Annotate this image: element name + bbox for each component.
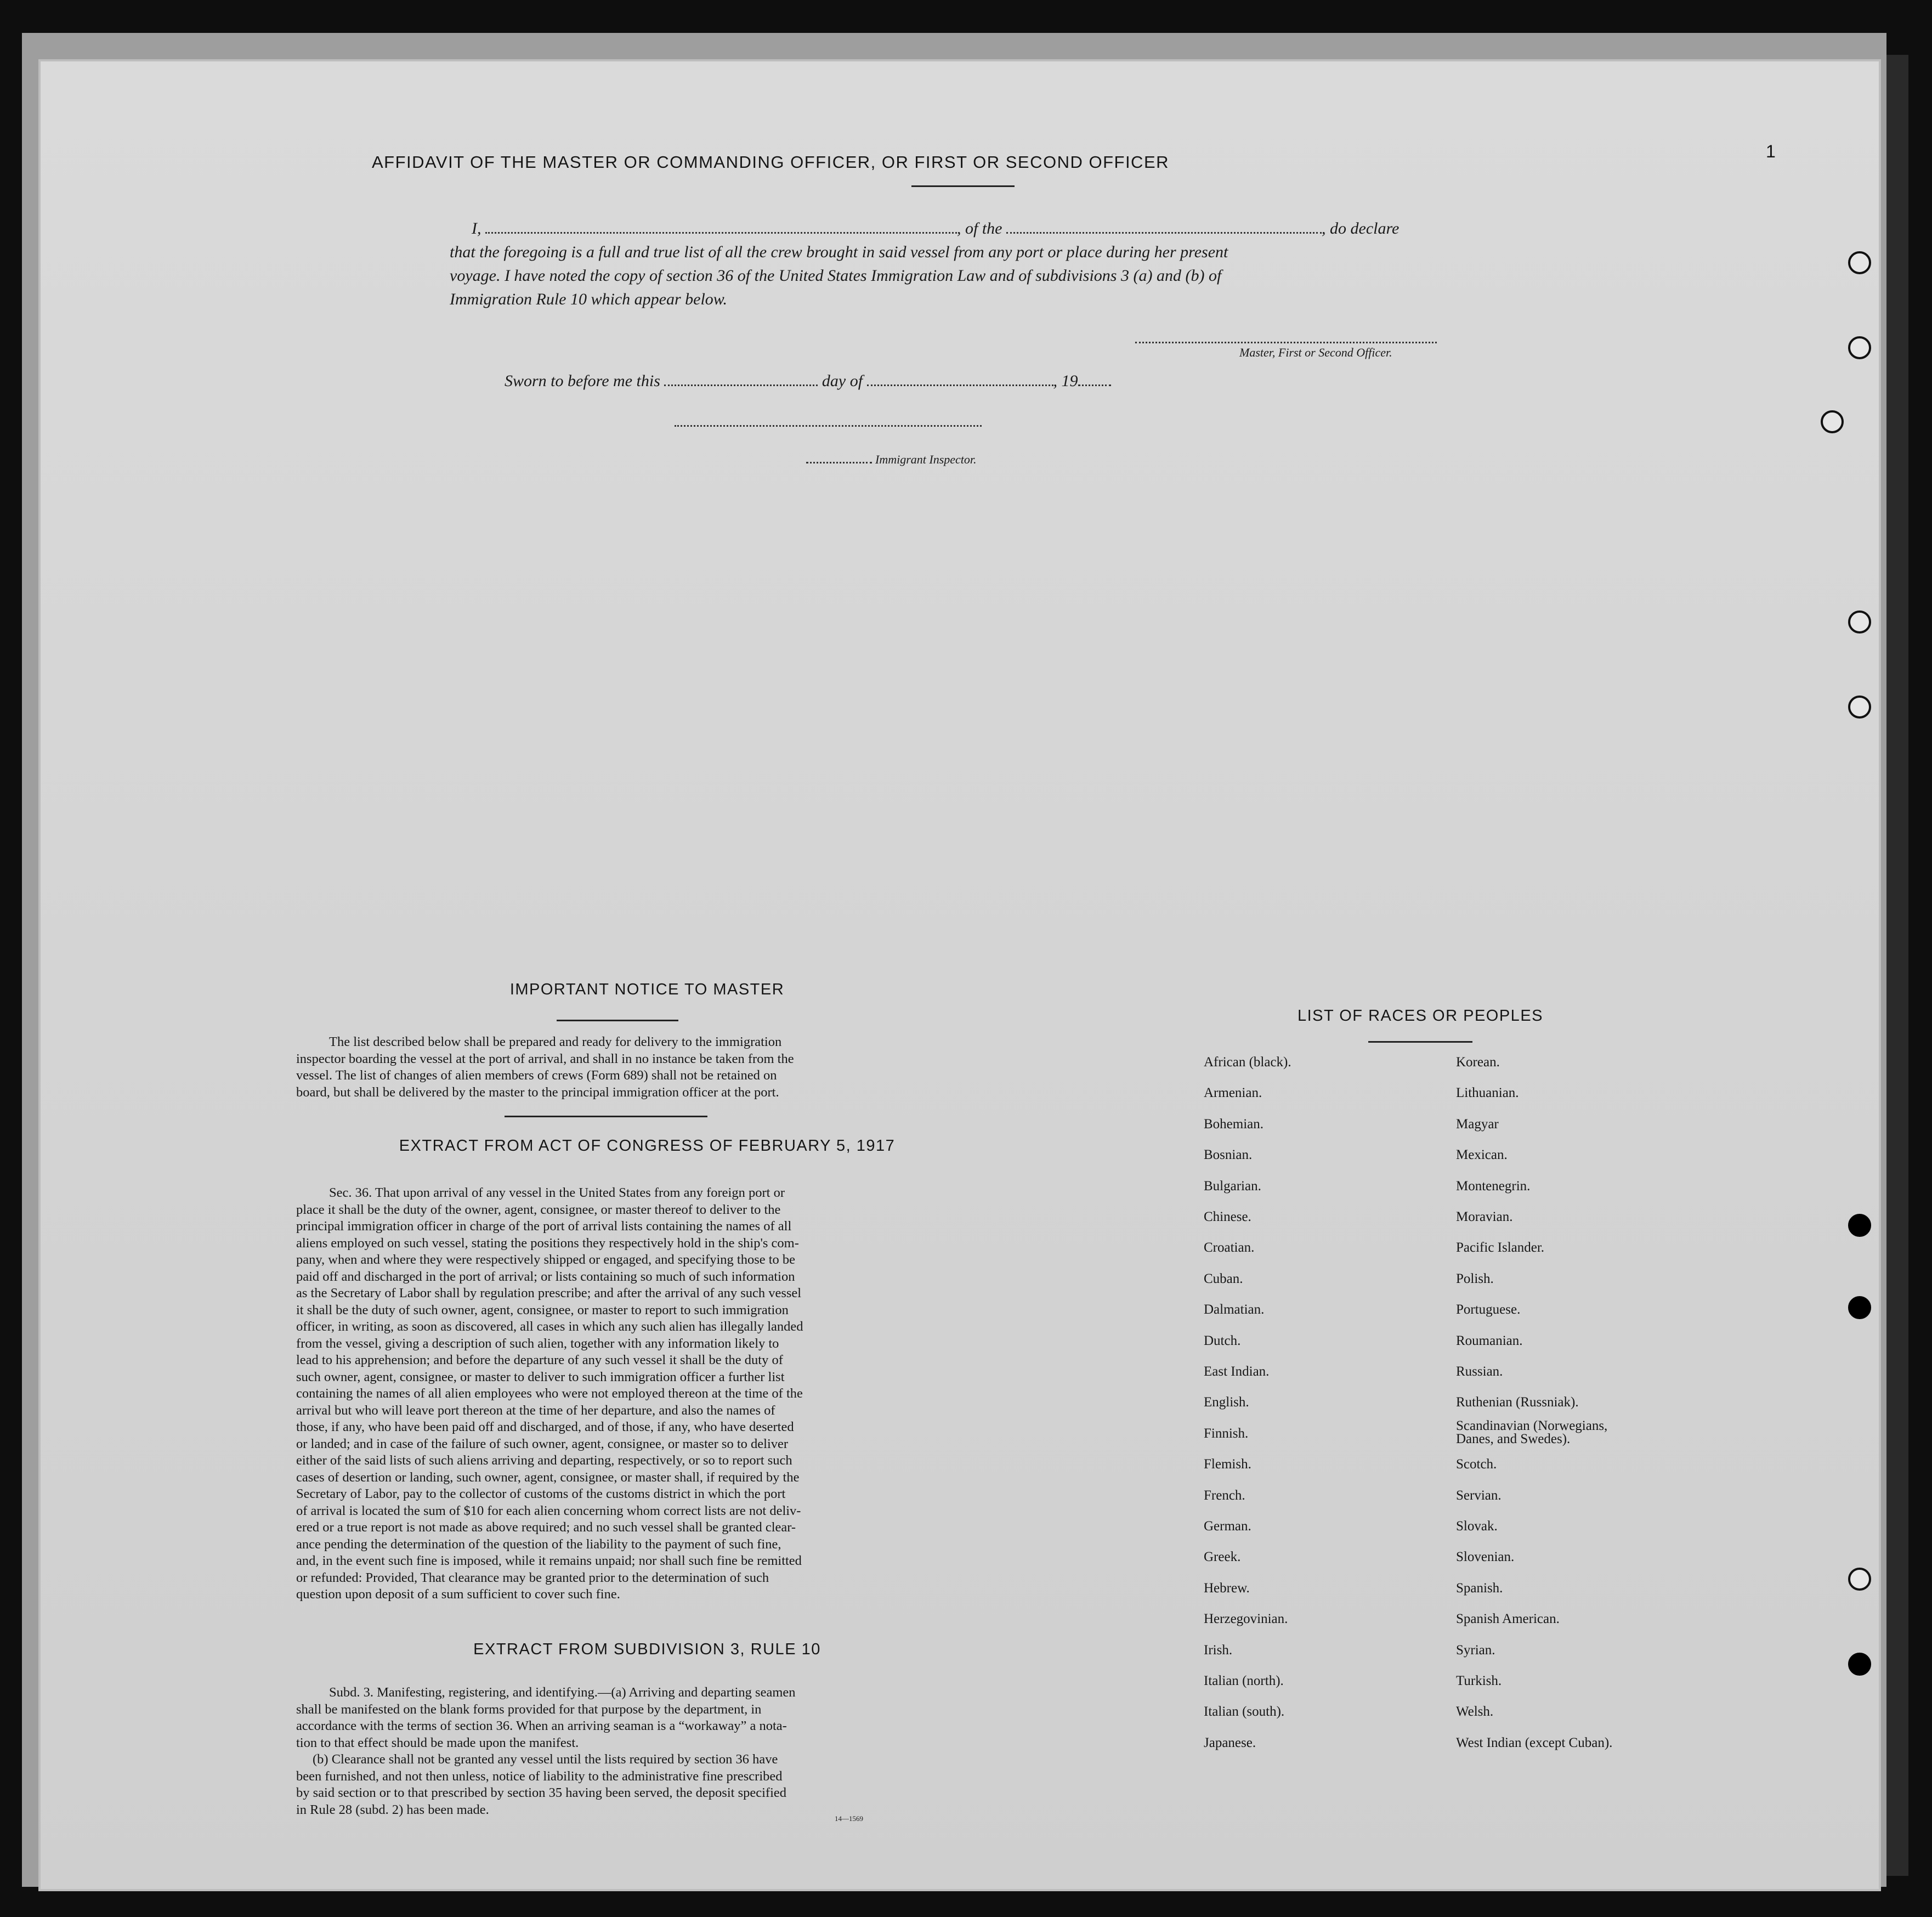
binder-hole [1821,410,1844,433]
act-line: either of the said lists of such aliens arriving and departing, respectively, or so to report such [296,1453,792,1468]
act-extract-title: EXTRACT FROM ACT OF CONGRESS OF FEBRUARY 5, 1917 [399,1137,896,1155]
race-item: Servian. [1456,1488,1502,1503]
races-list [1204,1055,1697,1823]
act-line: as the Secretary of Labor shall by regulation prescribe; and after the arrival of any such vessel [296,1286,802,1300]
binder-hole [1848,1568,1871,1591]
affidavit-line-4: Immigration Rule 10 which appear below. [450,290,728,308]
act-line: from the vessel, giving a description of such alien, together with any information likely to [296,1336,779,1351]
form-code: 14—1569 [835,1814,863,1823]
race-item: Bosnian. [1204,1147,1253,1163]
rule-extract-title: EXTRACT FROM SUBDIVISION 3, RULE 10 [473,1641,821,1658]
act-line: Secretary of Labor, pay to the collector of customs of the customs district in which the port [296,1486,786,1501]
act-line: ance pending the determination of the question of the liability to the payment of such fine, [296,1536,781,1552]
act-line: paid off and discharged in the port of arrival; or lists containing so much of such information [296,1269,795,1284]
document-page [38,59,1881,1891]
inspector-signature-line[interactable] [675,425,982,427]
rule-line: tion to that effect should be made upon the manifest. [296,1735,579,1750]
race-item: Bohemian. [1204,1116,1264,1132]
affidavit-line-1 [472,217,1399,240]
notice-body [296,1034,954,1101]
act-line: or refunded: Provided, That clearance may be granted prior to the determination of such [296,1570,769,1585]
race-item: African (black). [1204,1055,1291,1070]
race-item: Spanish. [1456,1580,1503,1596]
act-line: such owner, agent, consignee, or master to deliver to such immigration officer a further list [296,1369,785,1384]
race-item: Italian (north). [1204,1673,1284,1688]
race-item: Roumanian. [1456,1333,1523,1348]
race-item: Slovak. [1456,1519,1498,1534]
race-item: Turkish. [1456,1673,1502,1688]
master-signature-caption: Master, First or Second Officer. [1239,346,1392,359]
race-item: French. [1204,1488,1245,1503]
affidavit-line-2: that the foregoing is a full and true list of all the crew brought in said vessel from any port or place during her present [450,243,1228,261]
affidavit-i: I, [472,219,481,237]
section-divider [505,1116,707,1117]
notice-line: inspector boarding the vessel at the port of arrival, and shall in no instance be taken from the [296,1051,794,1066]
race-item: Armenian. [1204,1085,1262,1101]
race-item: East Indian. [1204,1364,1270,1379]
race-item: Chinese. [1204,1209,1251,1224]
act-line: and, in the event such fine is imposed, while it remains unpaid; nor shall such fine be remitted [296,1553,802,1568]
race-item: Scotch. [1456,1457,1497,1472]
races-divider [1368,1041,1472,1043]
race-item: English. [1204,1395,1249,1410]
sworn-day-field[interactable] [664,374,818,386]
affidavit-title: AFFIDAVIT OF THE MASTER OR COMMANDING OFFICER, OR FIRST OR SECOND OFFICER [371,152,1170,172]
race-item: Syrian. [1456,1642,1495,1658]
act-line: place it shall be the duty of the owner, agent, consignee, or master thereof to deliver to the [296,1202,781,1217]
race-item: Lithuanian. [1456,1085,1519,1101]
inspector-caption: Immigrant Inspector. [875,453,977,466]
binder-hole [1848,1653,1871,1676]
rule-line: in Rule 28 (subd. 2) has been made. [296,1802,489,1817]
act-line: officer, in writing, as soon as discovered, all cases in which any such alien has illegally landed [296,1319,803,1334]
race-item: Magyar [1456,1116,1499,1132]
race-item: Herzegovinian. [1204,1611,1288,1627]
inspector-caption-dots [806,457,872,463]
race-item: Greek. [1204,1550,1241,1565]
act-line: lead to his apprehension; and before the departure of any such vessel it shall be the duty of [296,1353,783,1367]
binder-hole [1848,336,1871,359]
act-line: principal immigration officer in charge of the port of arrival lists containing the names of all [296,1219,792,1234]
declarant-name-field[interactable] [485,221,957,234]
race-item: Cuban. [1204,1271,1243,1286]
notice-divider [557,1020,678,1021]
race-item: Montenegrin. [1456,1178,1531,1194]
act-line: aliens employed on such vessel, stating the positions they respectively hold in the ship's com- [296,1235,799,1251]
race-item: West Indian (except Cuban). [1456,1735,1613,1750]
act-line: Sec. 36. That upon arrival of any vessel in the United States from any foreign port or [329,1185,785,1200]
race-item: Hebrew. [1204,1580,1250,1596]
rule-line: been furnished, and not then unless, notice of liability to the administrative fine prescribed [296,1768,783,1784]
page-number: 1 [1766,142,1776,161]
notice-title: IMPORTANT NOTICE TO MASTER [509,981,785,998]
binder-hole [1848,1296,1871,1319]
sworn-line [505,369,1111,393]
race-item: Scandinavian (Norwegians, Danes, and Swedes). [1456,1418,1608,1446]
race-item: Mexican. [1456,1147,1508,1163]
affidavit-do-declare: , do declare [1322,219,1400,237]
race-item: Finnish. [1204,1426,1249,1441]
race-item: Welsh. [1456,1704,1494,1720]
affidavit-line-3: voyage. I have noted the copy of section 36 of the United States Immigration Law and of subdivisions 3 (a) and (b) of [450,267,1222,285]
sworn-month-field[interactable] [867,374,1053,386]
sworn-day-of: day of [821,372,863,390]
act-line: ered or a true report is not made as above required; and no such vessel shall be granted clear- [296,1520,796,1535]
race-item: Portuguese. [1456,1302,1521,1317]
vessel-name-field[interactable] [1006,221,1322,234]
act-extract-body [296,1185,954,1603]
race-item: Spanish American. [1456,1611,1560,1627]
race-item: Korean. [1456,1055,1500,1070]
act-line: or landed; and in case of the failure of such owner, agent, consignee, or master so to deliver [296,1436,789,1451]
notice-line: board, but shall be delivered by the master to the principal immigration officer at the port. [296,1084,779,1100]
race-item: Japanese. [1204,1735,1256,1750]
race-item: Ruthenian (Russniak). [1456,1395,1579,1410]
act-line: containing the names of all alien employees who were not employed thereon at the time of the [296,1386,803,1401]
race-item: Russian. [1456,1364,1503,1379]
act-line: arrival but who will leave port thereon at the time of her departure, and also the names of [296,1403,775,1418]
sworn-year-prefix: , 19 [1053,372,1078,390]
inspector-caption-row [806,453,977,467]
race-item: Pacific Islander. [1456,1240,1545,1256]
binder-hole [1848,695,1871,719]
race-item: Slovenian. [1456,1550,1515,1565]
race-item: Italian (south). [1204,1704,1285,1720]
rule-line: shall be manifested on the blank forms provided for that purpose by the department, in [296,1701,762,1717]
title-divider [911,185,1015,187]
race-item: German. [1204,1519,1251,1534]
sworn-text: Sworn to before me this [505,372,660,390]
master-signature-line[interactable] [1135,342,1437,343]
notice-line: The list described below shall be prepared and ready for delivery to the immigration [329,1034,782,1049]
notice-line: vessel. The list of changes of alien members of crews (Form 689) shall not be retained on [296,1068,777,1083]
race-item: Polish. [1456,1271,1494,1286]
rule-extract-body [296,1684,954,1818]
binder-hole [1848,251,1871,274]
rule-line: (b) Clearance shall not be granted any vessel until the lists required by section 36 have [313,1752,778,1767]
rule-line: Subd. 3. Manifesting, registering, and identifying.—(a) Arriving and departing seamen [329,1685,796,1700]
race-item: Croatian. [1204,1240,1255,1256]
race-item: Dutch. [1204,1333,1241,1348]
sworn-year-field[interactable] [1078,374,1111,386]
race-item: Moravian. [1456,1209,1513,1224]
act-line: it shall be the duty of such owner, agent, consignee, or master to report to such immigration [296,1302,789,1317]
race-item: Flemish. [1204,1457,1251,1472]
race-item: Dalmatian. [1204,1302,1265,1317]
races-title: LIST OF RACES OR PEOPLES [1297,1007,1544,1025]
act-line: those, if any, who have been paid off and discharged, and of those, if any, who have deserted [296,1420,794,1434]
act-line: question upon deposit of a sum sufficient to cover such fine. [296,1587,620,1602]
page-edge [1886,55,1908,1876]
rule-line: by said section or to that prescribed by section 35 having been served, the deposit specified [296,1785,786,1800]
rule-line: accordance with the terms of section 36. When an arriving seaman is a “workaway” a nota- [296,1718,787,1733]
binder-hole [1848,610,1871,634]
act-line: cases of desertion or landing, such owner, agent, consignee, or master shall, if required by the [296,1469,800,1485]
act-line: of arrival is located the sum of $10 for each alien concerning whom correct lists are not deliv- [296,1503,801,1518]
affidavit-of-the: , of the [957,219,1002,237]
act-line: pany, when and where they were respectively shipped or engaged, and specifying those to be [296,1252,796,1267]
binder-hole [1848,1214,1871,1237]
race-item: Bulgarian. [1204,1178,1261,1194]
race-item: Irish. [1204,1642,1233,1658]
